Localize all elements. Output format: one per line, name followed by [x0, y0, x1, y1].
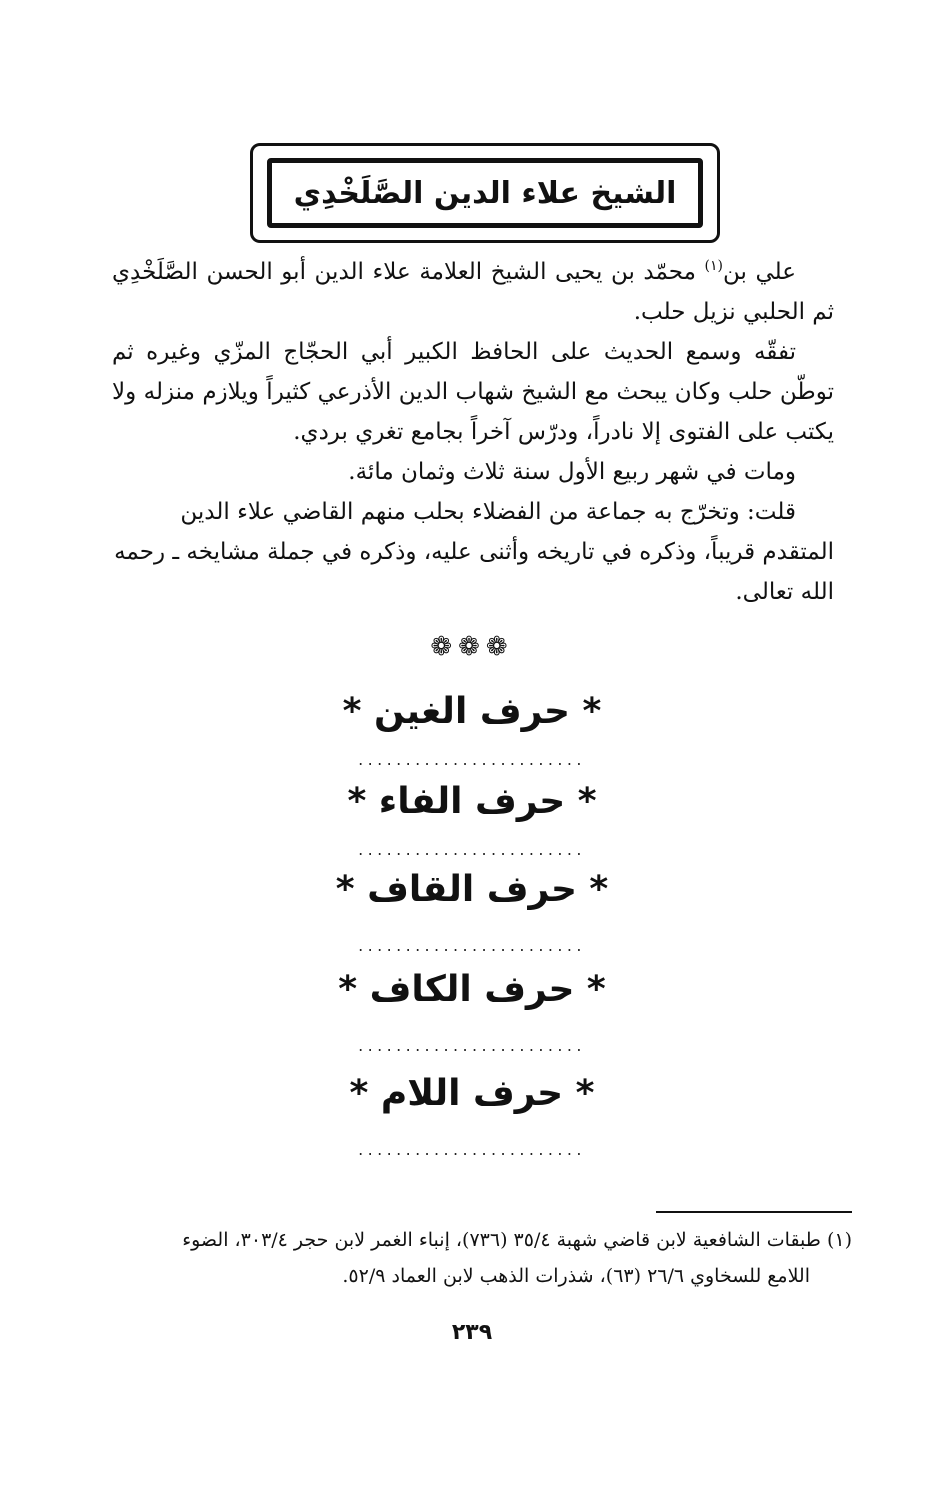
title-inner-frame — [267, 158, 703, 228]
footnote-line-1: (١) طبقات الشافعية لابن قاضي شهبة ٣٥/٤ (٧٣٦)، إنباء الغمر لابن حجر ٣٠٣/٤، الضوء — [182, 1229, 852, 1251]
section-fa — [0, 780, 944, 858]
paragraph-4: قلت: وتخرّج به جماعة من الفضلاء بحلب منهم القاضي علاء الدين المتقدم قريباً، وذكره في تاريخه وأثنى عليه، وذكره في جملة مشايخه ـ رحمه الله تعالى. — [114, 499, 834, 605]
entry-title: الشيخ علاء الدين الصَّلَخْدِي — [293, 175, 677, 211]
dotted-separator: ........................ — [358, 1140, 586, 1159]
paragraph-2: تفقّه وسمع الحديث على الحافظ الكبير أبي الحجّاج المزّي وغيره ثم توطّن حلب وكان يبحث مع الشيخ شهاب الدين الأذرعي كثيراً ويلازم منزله ولا يكتب على الفتوى إلا نادراً، ودرّس آخراً بجامع تغري بردي. — [112, 339, 834, 445]
paragraph-1-rest: محمّد بن يحيى الشيخ العلامة علاء الدين أبو الحسن الصَّلَخْدِي ثم الحلبي نزيل حلب. — [112, 259, 834, 325]
title-frame — [250, 143, 720, 243]
footnote-rule — [656, 1211, 852, 1213]
footnote — [112, 1222, 852, 1294]
section-heading: * حرف الكاف * — [338, 969, 606, 1010]
section-heading: * حرف القاف * — [335, 869, 609, 910]
dotted-separator: ........................ — [358, 1036, 586, 1055]
section-heading: * حرف الغين * — [342, 691, 602, 732]
footnote-line-2: اللامع للسخاوي ٢٦/٦ (٦٣)، شذرات الذهب لابن العماد ٥٢/٩. — [342, 1265, 810, 1287]
section-ghain — [0, 690, 944, 768]
paragraph-1 — [112, 252, 834, 332]
section-qaf — [0, 868, 944, 954]
paragraph-1-start: علي بن — [723, 259, 797, 285]
dotted-separator: ........................ — [358, 840, 586, 859]
paragraph-3: ومات في شهر ربيع الأول سنة ثلاث وثمان مائة. — [348, 459, 796, 485]
entry-body — [112, 252, 834, 612]
footnote-reference[interactable]: (١) — [704, 258, 724, 274]
section-heading: * حرف اللام * — [349, 1073, 595, 1114]
flower-ornament-icon: ❁❁❁ — [430, 632, 514, 662]
page-number: ٢٣٩ — [451, 1320, 493, 1345]
section-lam — [0, 1072, 944, 1158]
dotted-separator: ........................ — [358, 750, 586, 769]
section-heading: * حرف الفاء * — [347, 781, 597, 822]
section-kaf — [0, 968, 944, 1054]
dotted-separator: ........................ — [358, 936, 586, 955]
